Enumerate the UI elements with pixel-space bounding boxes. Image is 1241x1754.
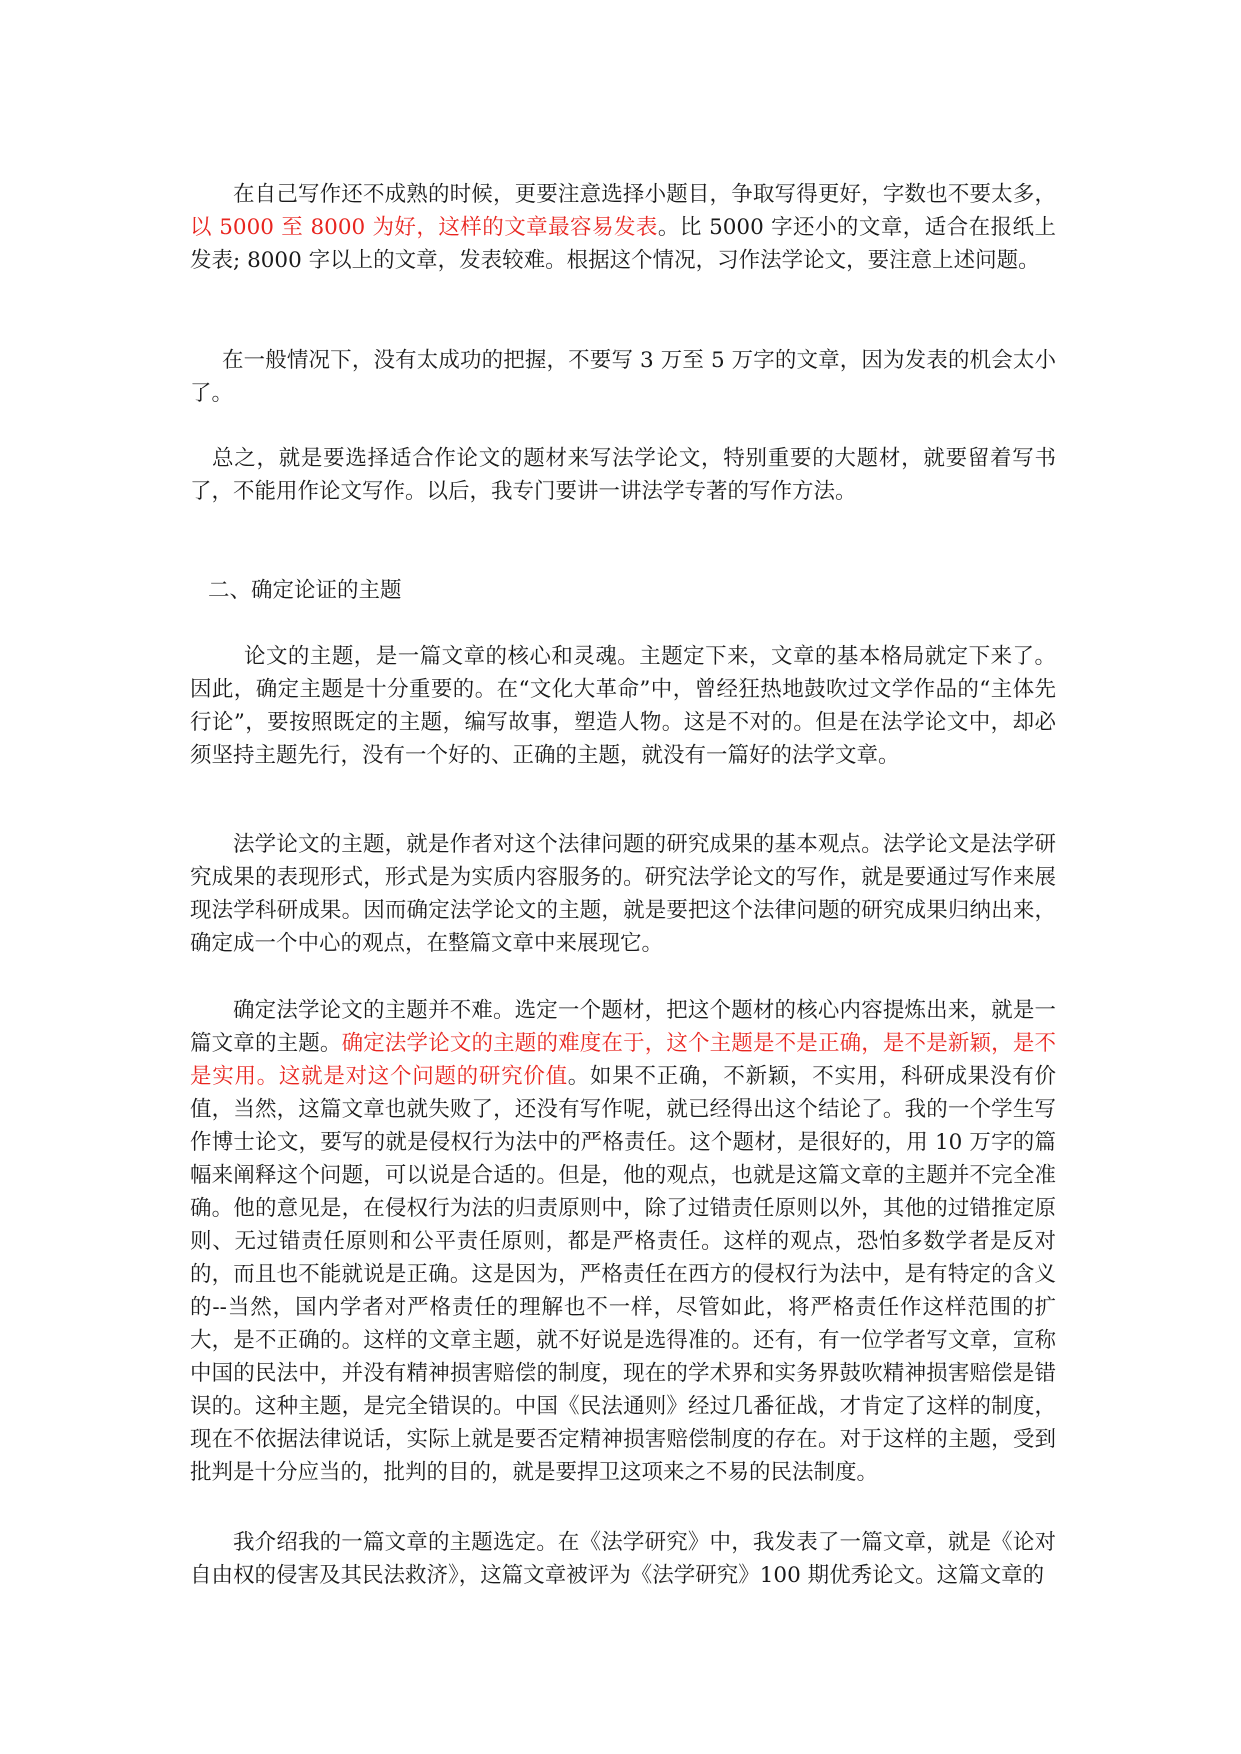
paragraph-1 — [190, 178, 1056, 277]
paragraph-7: 我介绍我的一篇文章的主题选定。在《法学研究》中，我发表了一篇文章，就是《论对自由权的侵害及其民法救济》，这篇文章被评为《法学研究》100 期优秀论文。这篇文章的 — [190, 1530, 1056, 1588]
paragraph-6-text-b: 。如果不正确，不新颖，不实用，科研成果没有价值，当然，这篇文章也就失败了，还没有写作呢，就已经得出这个结论了。我的一个学生写作博士论文，要写的就是侵权行为法中的严格责任。这个题材，是很好的，用 10 万字的篇幅来阐释这个问题，可以说是合适的。但是，他的观点，也就是这篇文章的主题并不完全准确。他的意见是，在侵权行为法的归责原则中，除了过错责任原则以外，其他的过错推定原则、无过错责任原则和公平责任原则，都是严格责任。这样的观点，恐怕多数学者是反对的，而且也不能就说是正确。这是因为，严格责任在西方的侵权行为法中，是有特定的含义的--当然，国内学者对严格责任的理解也不一样，尽管如此，将严格责任作这样范围的扩大，是不正确的。这样的文章主题，就不好说是选得准的。还有，有一位学者写文章，宣称中国的民法中，并没有精神损害赔偿的制度，现在的学术界和实务界鼓吹精神损害赔偿是错误的。这种主题，是完全错误的。中国《民法通则》经过几番征战，才肯定了这样的制度，现在不依据法律说话，实际上就是要否定精神损害赔偿制度的存在。对于这样的主题，受到批判是十分应当的，批判的目的，就是要捍卫这项来之不易的民法制度。 — [190, 1064, 1056, 1485]
paragraph-6-highlight: 确定法学论文的主题的难度在于，这个主题是不是正确，是不是新颖，是不是实用。这就是对这个问题的研究价值 — [190, 1031, 1056, 1089]
section-heading: 二、确定论证的主题 — [208, 578, 402, 603]
paragraph-2: 在一般情况下，没有太成功的把握，不要写 3 万至 5 万字的文章，因为发表的机会太小了。 — [190, 348, 1056, 406]
paragraph-1-text-b: 。比 5000 字还小的文章，适合在报纸上发表; 8000 字以上的文章，发表较难。根据这个情况，习作法学论文，要注意上述问题。 — [190, 215, 1056, 273]
paragraph-5: 法学论文的主题，就是作者对这个法律问题的研究成果的基本观点。法学论文是法学研究成果的表现形式，形式是为实质内容服务的。研究法学论文的写作，就是要通过写作来展现法学科研成果。因而确定法学论文的主题，就是要把这个法律问题的研究成果归纳出来，确定成一个中心的观点，在整篇文章中来展现它。 — [190, 832, 1056, 956]
paragraph-1-text-a: 在自己写作还不成熟的时候，更要注意选择小题目，争取写得更好，字数也不要太多， — [233, 182, 1056, 207]
paragraph-1-highlight: 以 5000 至 8000 为好，这样的文章最容易发表 — [190, 215, 658, 240]
paragraph-6 — [190, 994, 1056, 1489]
paragraph-4: 论文的主题，是一篇文章的核心和灵魂。主题定下来，文章的基本格局就定下来了。因此，确定主题是十分重要的。在“文化大革命”中，曾经狂热地鼓吹过文学作品的“主体先行论”，要按照既定的主题，编写故事，塑造人物。这是不对的。但是在法学论文中，却必须坚持主题先行，没有一个好的、正确的主题，就没有一篇好的法学文章。 — [190, 644, 1056, 768]
paragraph-3: 总之，就是要选择适合作论文的题材来写法学论文，特别重要的大题材，就要留着写书了，不能用作论文写作。以后，我专门要讲一讲法学专著的写作方法。 — [190, 446, 1056, 504]
paragraph-6-text-a: 确定法学论文的主题并不难。选定一个题材，把这个题材的核心内容提炼出来，就是一篇文章的主题。 — [190, 998, 1056, 1056]
